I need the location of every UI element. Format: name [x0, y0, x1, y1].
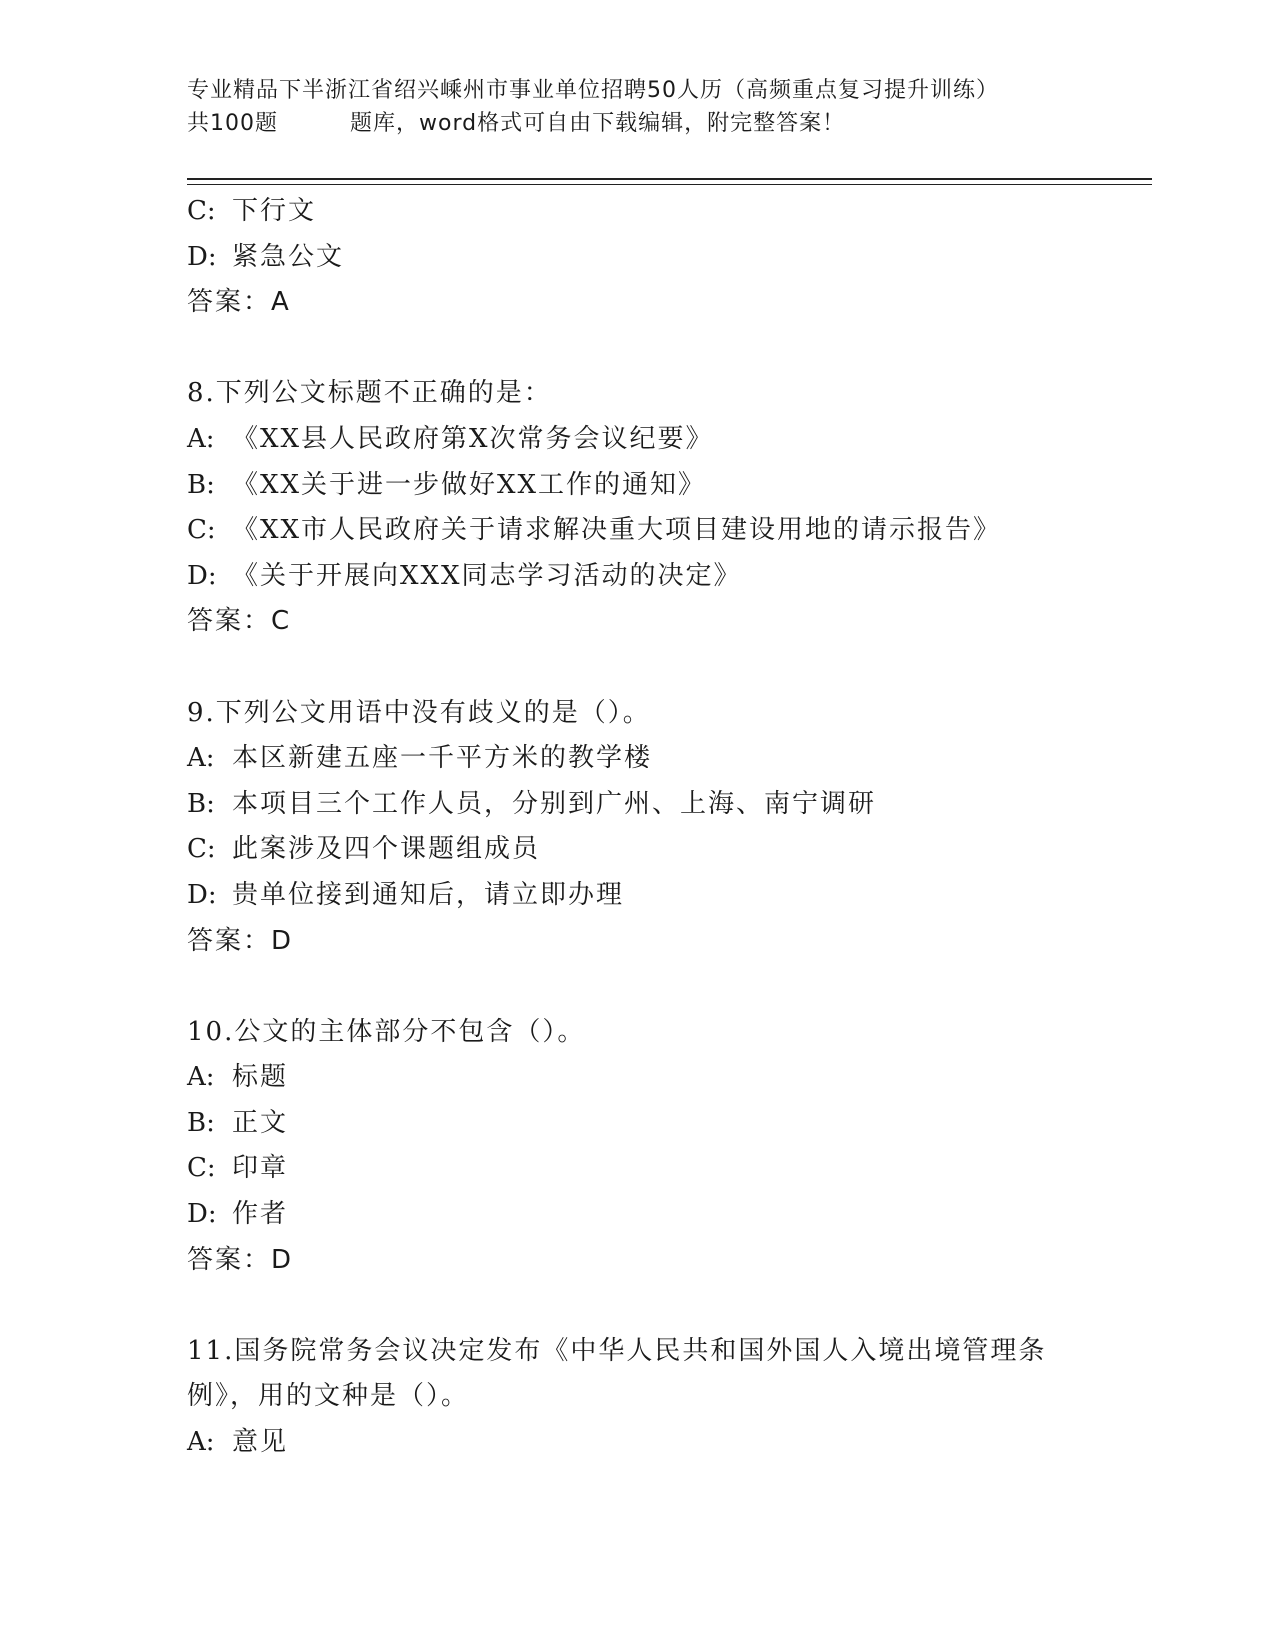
spacer — [187, 964, 1147, 1010]
option-key: C: — [187, 515, 216, 546]
option-key: A: — [187, 1062, 215, 1093]
option-text: 正文 — [232, 1107, 289, 1138]
answer-line: 答案：D — [187, 1244, 294, 1275]
option-key: A: — [187, 1427, 215, 1458]
option-c — [187, 508, 1147, 554]
option-key: B: — [187, 469, 215, 500]
option-key: D: — [187, 1199, 217, 1230]
option-key: C: — [187, 196, 216, 226]
option-c — [187, 827, 1147, 873]
header-subtitle-line — [187, 107, 1147, 140]
header-title-line: 专业精品下半浙江省绍兴嵊州市事业单位招聘50人历（高频重点复习提升训练） — [187, 78, 999, 103]
option-text: 《XX市人民政府关于请求解决重大项目建设用地的请示报告》 — [232, 515, 1002, 546]
option-text: 下行文 — [232, 196, 317, 226]
option-b — [187, 463, 1147, 509]
option-a — [187, 417, 1147, 463]
spacer — [187, 326, 1147, 372]
option-key: B: — [187, 1107, 215, 1138]
option-key: D: — [187, 241, 217, 272]
header-count: 共100题 — [187, 111, 278, 136]
option-key: B: — [187, 788, 215, 819]
option-text: 意见 — [232, 1427, 289, 1458]
option-text: 贵单位接到通知后，请立即办理 — [232, 879, 625, 910]
option-text: 《XX关于进一步做好XX工作的通知》 — [232, 469, 707, 500]
option-a — [187, 1055, 1147, 1101]
option-key: D: — [187, 879, 217, 910]
document-header — [187, 74, 1147, 140]
option-text: 作者 — [232, 1199, 289, 1230]
option-a — [187, 1420, 1147, 1466]
question-stem: 9.下列公文用语中没有歧义的是（）。 — [187, 697, 651, 728]
answer-line: 答案：C — [187, 606, 292, 637]
option-text: 印章 — [232, 1153, 289, 1184]
option-d — [187, 235, 1147, 281]
option-d — [187, 554, 1147, 600]
option-key: C: — [187, 834, 216, 865]
option-key: A: — [187, 743, 215, 774]
option-key: A: — [187, 423, 215, 454]
option-text: 《关于开展向XXX同志学习活动的决定》 — [232, 560, 742, 591]
header-description: 题库，word格式可自由下载编辑，附完整答案！ — [350, 111, 846, 136]
option-c — [187, 189, 1147, 235]
option-key: C: — [187, 1153, 216, 1184]
question-stem-continued: 例》，用的文种是（）。 — [187, 1381, 470, 1412]
option-a — [187, 736, 1147, 782]
spacer — [187, 645, 1147, 691]
spacer — [187, 1283, 1147, 1329]
option-text: 标题 — [232, 1062, 289, 1093]
option-text: 《XX县人民政府第X次常务会议纪要》 — [232, 423, 714, 454]
question-stem: 8.下列公文标题不正确的是： — [187, 378, 552, 409]
question-stem: 10.公文的主体部分不包含（）。 — [187, 1016, 586, 1047]
option-text: 本项目三个工作人员，分别到广州、上海、南宁调研 — [232, 788, 877, 819]
option-b — [187, 782, 1147, 828]
option-text: 此案涉及四个课题组成员 — [232, 834, 541, 865]
answer-line: 答案：D — [187, 925, 294, 956]
option-text: 紧急公文 — [232, 241, 345, 272]
option-key: D: — [187, 560, 217, 591]
question-list — [187, 189, 1147, 1466]
question-stem: 11.国务院常务会议决定发布《中华人民共和国外国人入境出境管理条 — [187, 1335, 1047, 1366]
option-d — [187, 1192, 1147, 1238]
header-divider-thick — [187, 178, 1152, 180]
option-b — [187, 1101, 1147, 1147]
answer-line: 答案：A — [187, 287, 291, 318]
header-divider-thin — [187, 184, 1152, 185]
option-c — [187, 1146, 1147, 1192]
option-text: 本区新建五座一千平方米的教学楼 — [232, 743, 653, 774]
option-d — [187, 873, 1147, 919]
